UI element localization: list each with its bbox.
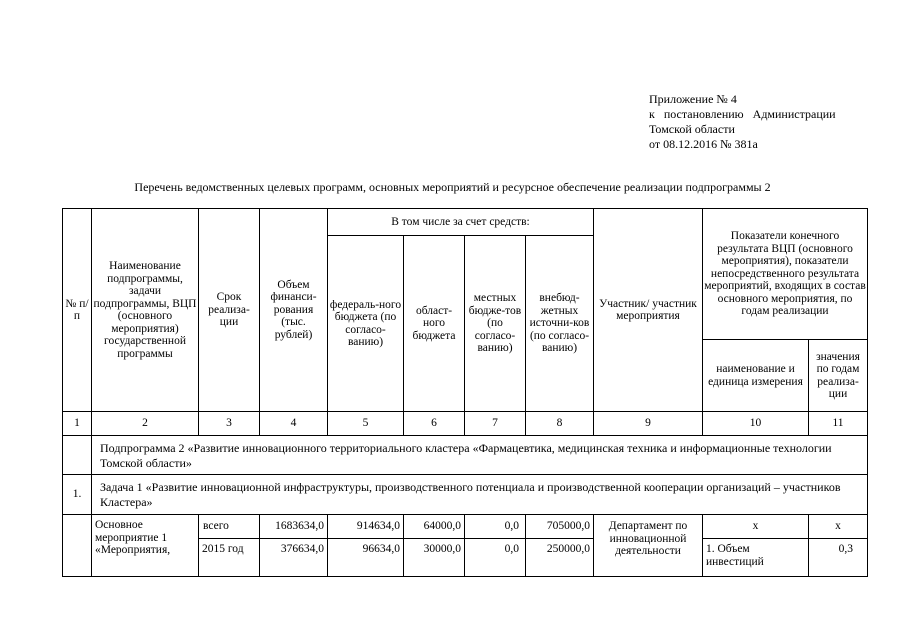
appendix-line: Приложение № 4 xyxy=(649,92,737,106)
header-indicator-values: значения по годам реализа-ции xyxy=(809,340,868,412)
header-including: В том числе за счет средств: xyxy=(328,209,594,236)
extra-cell: 705000,0 xyxy=(526,515,594,539)
header-term: Срок реализа-ции xyxy=(199,209,260,412)
appendix-line: от 08.12.2016 № 381а xyxy=(649,137,758,151)
col-number: 4 xyxy=(260,412,328,436)
extra-cell: 250000,0 xyxy=(526,539,594,577)
header-federal: федераль-ного бюджета (по согласо-ванию) xyxy=(328,236,404,412)
header-participant: Участник/ участник мероприятия xyxy=(594,209,703,412)
header-regional: област-ного бюджета xyxy=(404,236,465,412)
appendix-line: Томской области xyxy=(649,122,735,136)
task-num: 1. xyxy=(63,475,92,515)
local-cell: 0,0 xyxy=(465,515,526,539)
header-name: Наименование подпрограммы, задачи подпрограммы, ВЦП (основного мероприятия) государственной программы xyxy=(92,209,199,412)
appendix-block xyxy=(649,92,836,152)
local-cell: 0,0 xyxy=(465,539,526,577)
col-number: 5 xyxy=(328,412,404,436)
header-num: № п/п xyxy=(63,209,92,412)
col-number: 6 xyxy=(404,412,465,436)
header-local: местных бюдже-тов (по согласо-ванию) xyxy=(465,236,526,412)
col-number: 10 xyxy=(703,412,809,436)
col-number: 9 xyxy=(594,412,703,436)
subprogram-title: Подпрограмма 2 «Развитие инновационного территориального кластера «Фармацевтика, медицинская техника и информационные технологии Томской области» xyxy=(92,436,868,475)
volume-cell: 376634,0 xyxy=(260,539,328,577)
col-number: 3 xyxy=(199,412,260,436)
volume-cell: 1683634,0 xyxy=(260,515,328,539)
indicator-name-cell: х xyxy=(703,515,809,539)
period-cell: всего xyxy=(199,515,260,539)
period-cell: 2015 год xyxy=(199,539,260,577)
col-number: 2 xyxy=(92,412,199,436)
col-number: 8 xyxy=(526,412,594,436)
header-extra: внебюд-жетных источни-ков (по согласо-ванию) xyxy=(526,236,594,412)
activity-num-cell xyxy=(63,515,92,577)
indicator-value-cell: 0,3 xyxy=(809,539,868,577)
header-indicators: Показатели конечного результата ВЦП (основного мероприятия), показатели непосредственного результата мероприятий, входящих в состав основного мероприятия, по годам реализации xyxy=(703,209,868,340)
subprogram-num-cell xyxy=(63,436,92,475)
col-number: 11 xyxy=(809,412,868,436)
header-volume: Объем финанси-рования (тыс. рублей) xyxy=(260,209,328,412)
appendix-line: к постановлению Администрации xyxy=(649,107,836,121)
activity-name: Основное мероприятие 1 «Мероприятия, xyxy=(92,515,199,577)
programs-table xyxy=(62,208,868,577)
federal-cell: 914634,0 xyxy=(328,515,404,539)
regional-cell: 64000,0 xyxy=(404,515,465,539)
document-title: Перечень ведомственных целевых программ, основных мероприятий и ресурсное обеспечение реализации подпрограммы 2 xyxy=(134,180,771,194)
col-number: 1 xyxy=(63,412,92,436)
participant-cell: Департамент по инновационной деятельности xyxy=(594,515,703,577)
federal-cell: 96634,0 xyxy=(328,539,404,577)
regional-cell: 30000,0 xyxy=(404,539,465,577)
indicator-value-cell: х xyxy=(809,515,868,539)
col-number: 7 xyxy=(465,412,526,436)
indicator-name-cell: 1. Объем инвестиций xyxy=(703,539,809,577)
header-indicator-name: наименование и единица измерения xyxy=(703,340,809,412)
task-title: Задача 1 «Развитие инновационной инфраструктуры, производственного потенциала и производственной кооперации организаций – участников Кластера» xyxy=(92,475,868,515)
